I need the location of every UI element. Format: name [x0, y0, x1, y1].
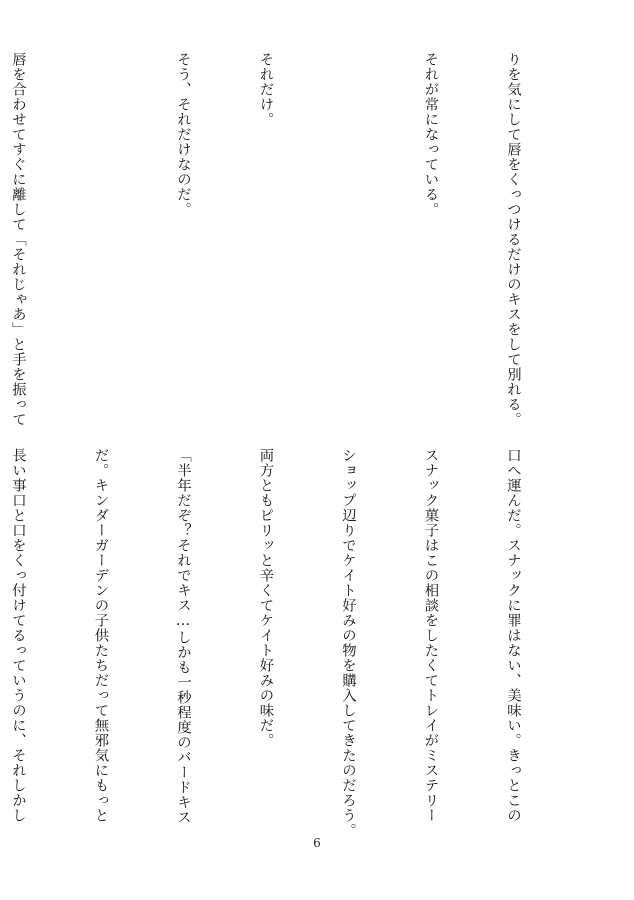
text-line: 唇を合わせてすぐに離して「それじゃあ」と手を振って — [10, 52, 26, 427]
text-line: 「半年だぞ？それでキス…しかも一秒程度のバードキス — [175, 448, 191, 825]
text-line — [334, 52, 362, 432]
text-line: それが常になっている。 — [422, 52, 439, 217]
top-text-block — [10, 52, 581, 432]
text-line: 両方ともピリッと辛くてケイト好みの味だ。 — [257, 448, 274, 748]
text-line — [86, 52, 114, 432]
text-line: そう、それだけなのだ。 — [175, 52, 191, 217]
text-line: それだけ。 — [257, 52, 274, 127]
page-number: 6 — [313, 836, 321, 850]
text-line: 口へ運んだ。スナックに罪はない、美味い。きっとこの — [505, 448, 521, 823]
text-line: 長い事口と口をくっ付けてるっていうのに、それしかし — [10, 448, 26, 823]
text-line: りを気にして唇をくっつけるだけのキスをして別れる。 — [505, 52, 521, 427]
text-line: スナック菓子はこの相談をしたくてトレイがミステリー — [422, 448, 439, 823]
text-line: ショップ辺りでケイト好みの物を購入してきたのだろう。 — [340, 448, 356, 838]
bottom-text-block — [10, 448, 581, 838]
text-line: だ。キンダーガーデンの子供たちだって無邪気にもっと — [92, 448, 109, 823]
